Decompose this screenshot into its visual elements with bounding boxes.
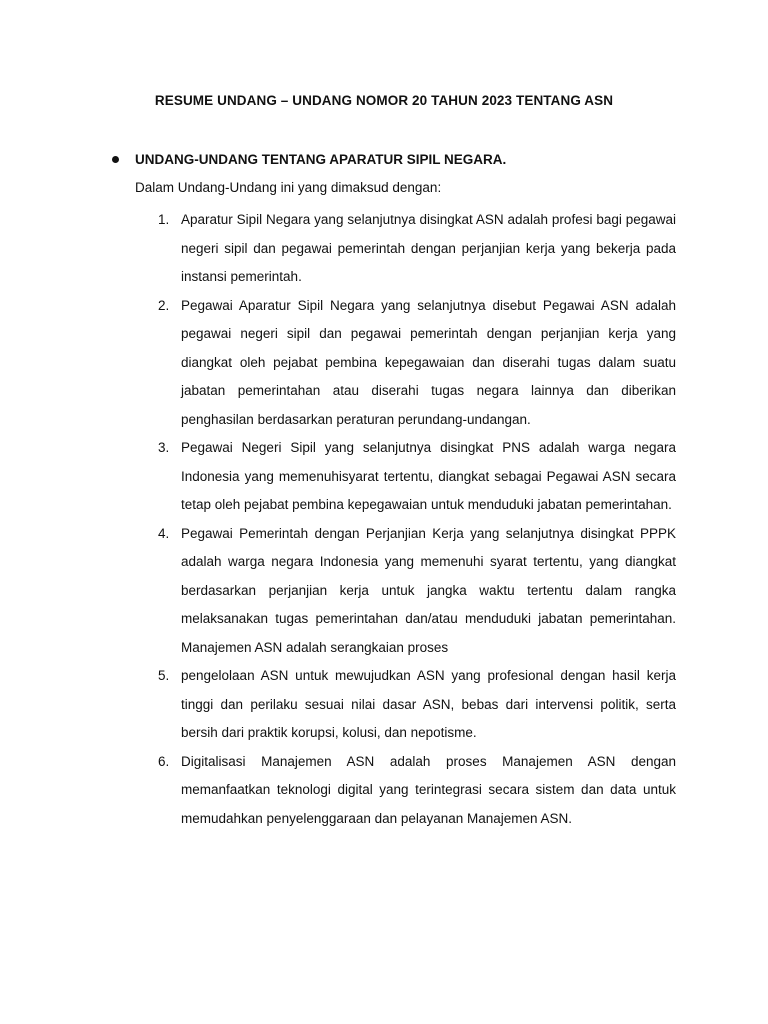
item-number: 5. (158, 668, 170, 683)
definition-item-1 (112, 206, 676, 292)
section-intro: Dalam Undang-Undang ini yang dimaksud dengan: (135, 180, 442, 195)
definition-item-3 (112, 434, 676, 520)
item-number: 6. (158, 753, 170, 769)
item-text: pengelolaan ASN untuk mewujudkan ASN yang profesional dengan hasil kerja tinggi dan perilaku sesuai nilai dasar ASN, bebas dari intervensi politik, serta bersih dari praktik korupsi, kolusi, dan nepotisme. (181, 668, 676, 740)
item-number: 4. (158, 525, 170, 541)
definition-item-2 (112, 292, 676, 435)
item-number: 1. (158, 212, 170, 227)
item-text: Pegawai Aparatur Sipil Negara yang selanjutnya disebut Pegawai ASN adalah pegawai negeri sipil dan pegawai pemerintah dengan perjanjian kerja yang diangkat oleh pejabat pembina kepegawaian dan diserahi tugas dalam suatu jabatan pemerintahan atau diserahi tugas negara lainnya dan diberikan penghasilan berdasarkan peraturan perundang-undangan. (181, 297, 676, 427)
definition-item-6 (112, 748, 676, 834)
item-text: Aparatur Sipil Negara yang selanjutnya disingkat ASN adalah profesi bagi pegawai negeri sipil dan pegawai pemerintah dengan perjanjian kerja yang bekerja pada instansi pemerintah. (181, 212, 676, 284)
item-text: Digitalisasi Manajemen ASN adalah proses Manajemen ASN dengan memanfaatkan teknologi digital yang terintegrasi secara sistem dan data untuk memudahkan penyelenggaraan dan pelayanan Manajemen ASN. (181, 753, 676, 826)
item-number: 2. (158, 297, 170, 313)
definition-item-4 (112, 520, 676, 663)
document-title: RESUME UNDANG – UNDANG NOMOR 20 TAHUN 2023 TENTANG ASN (154, 93, 614, 108)
section-heading-text: UNDANG-UNDANG TENTANG APARATUR SIPIL NEGARA. (135, 152, 507, 167)
item-text: Pegawai Negeri Sipil yang selanjutnya disingkat PNS adalah warga negara Indonesia yang memenuhisyarat tertentu, diangkat sebagai Pegawai ASN secara tetap oleh pejabat pembina kepegawaian untuk menduduki jabatan pemerintahan. (181, 440, 676, 512)
item-number: 3. (158, 440, 170, 455)
item-text: Pegawai Pemerintah dengan Perjanjian Kerja yang selanjutnya disingkat PPPK adalah warga negara Indonesia yang memenuhi syarat tertentu, yang diangkat berdasarkan perjanjian kerja untuk jangka waktu tertentu dalam rangka melaksanakan tugas pemerintahan dan/atau menduduki jabatan pemerintahan. Manajemen ASN adalah serangkaian proses (181, 525, 676, 655)
section-heading (112, 149, 682, 171)
definition-list (112, 206, 682, 833)
definition-item-5 (112, 662, 676, 748)
section-undang-undang (112, 149, 682, 833)
bullet-icon (112, 156, 119, 163)
